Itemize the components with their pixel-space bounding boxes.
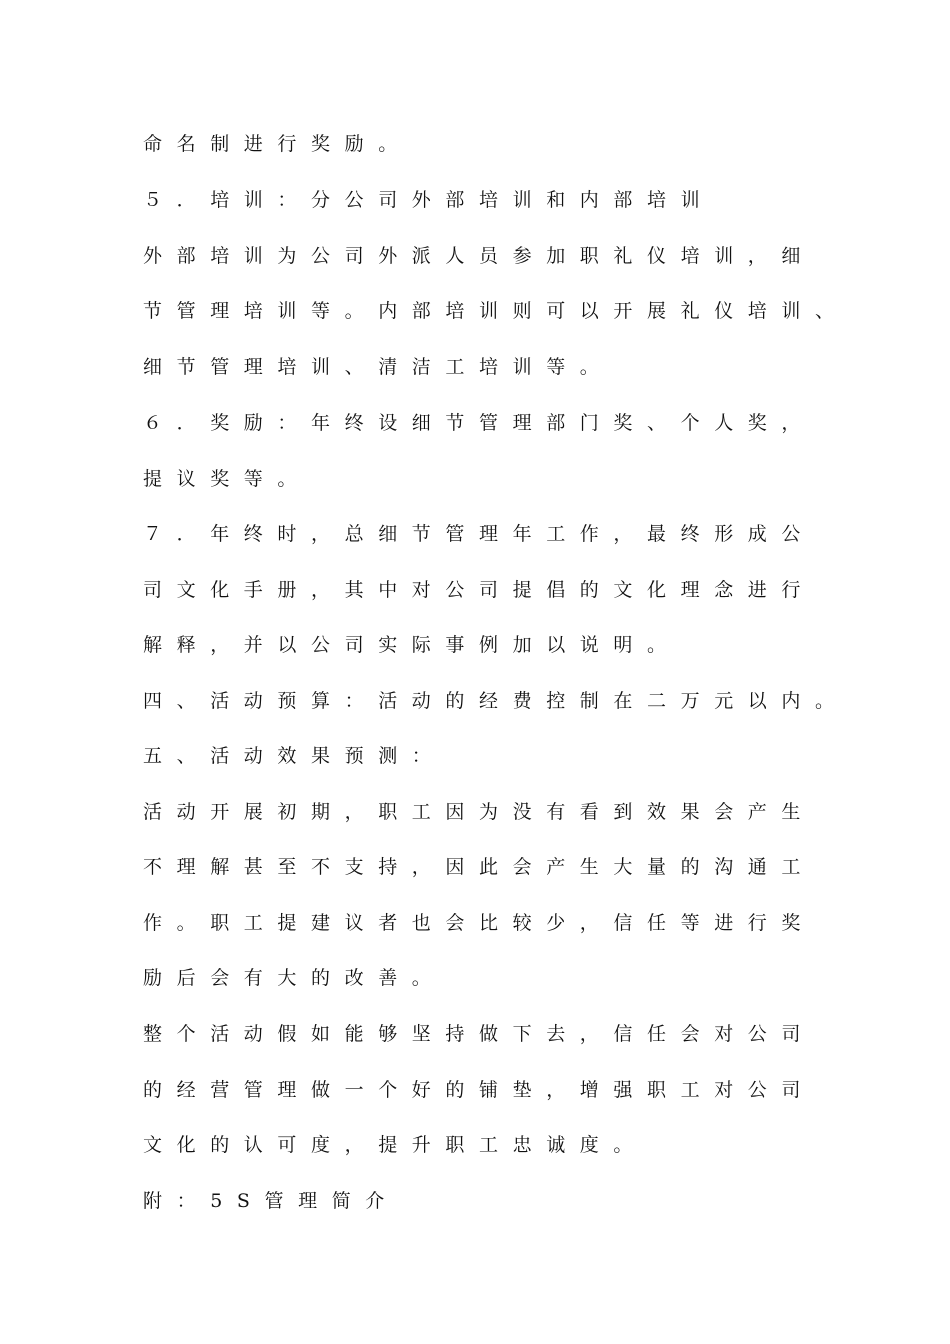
- text-line: 节管理培训等。内部培训则可以开展礼仪培训、: [143, 300, 849, 322]
- text-line: 不理解甚至不支持，因此会产生大量的沟通工: [143, 856, 816, 878]
- text-line: 文化的认可度，提升职工忠诚度。: [143, 1134, 648, 1156]
- text-line: ５．培训：分公司外部培训和内部培训: [143, 189, 715, 211]
- text-line: ７．年终时，总细节管理年工作，最终形成公: [143, 523, 816, 545]
- text-line: 解释，并以公司实际事例加以说明。: [143, 634, 681, 656]
- appendix-heading: 附：5S管理简介: [143, 1190, 399, 1212]
- text-line: 整个活动假如能够坚持做下去，信任会对公司: [143, 1023, 816, 1045]
- text-line: 司文化手册，其中对公司提倡的文化理念进行: [143, 579, 816, 601]
- text-line: 提议奖等。: [143, 468, 312, 490]
- text-line: 励后会有大的改善。: [143, 967, 446, 989]
- section-heading: 四、活动预算：活动的经费控制在二万元以内。: [143, 690, 849, 712]
- text-line: 外部培训为公司外派人员参加职礼仪培训，细: [143, 245, 816, 267]
- text-line: 命名制进行奖励。: [143, 133, 412, 155]
- section-heading: 五、活动效果预测：: [143, 745, 446, 767]
- text-line: 细节管理培训、清洁工培训等。: [143, 356, 614, 378]
- text-line: 作。职工提建议者也会比较少，信任等进行奖: [143, 912, 816, 934]
- text-line: ６．奖励：年终设细节管理部门奖、个人奖，: [143, 412, 816, 434]
- text-line: 的经营管理做一个好的铺垫，增强职工对公司: [143, 1079, 816, 1101]
- text-line: 活动开展初期，职工因为没有看到效果会产生: [143, 801, 816, 823]
